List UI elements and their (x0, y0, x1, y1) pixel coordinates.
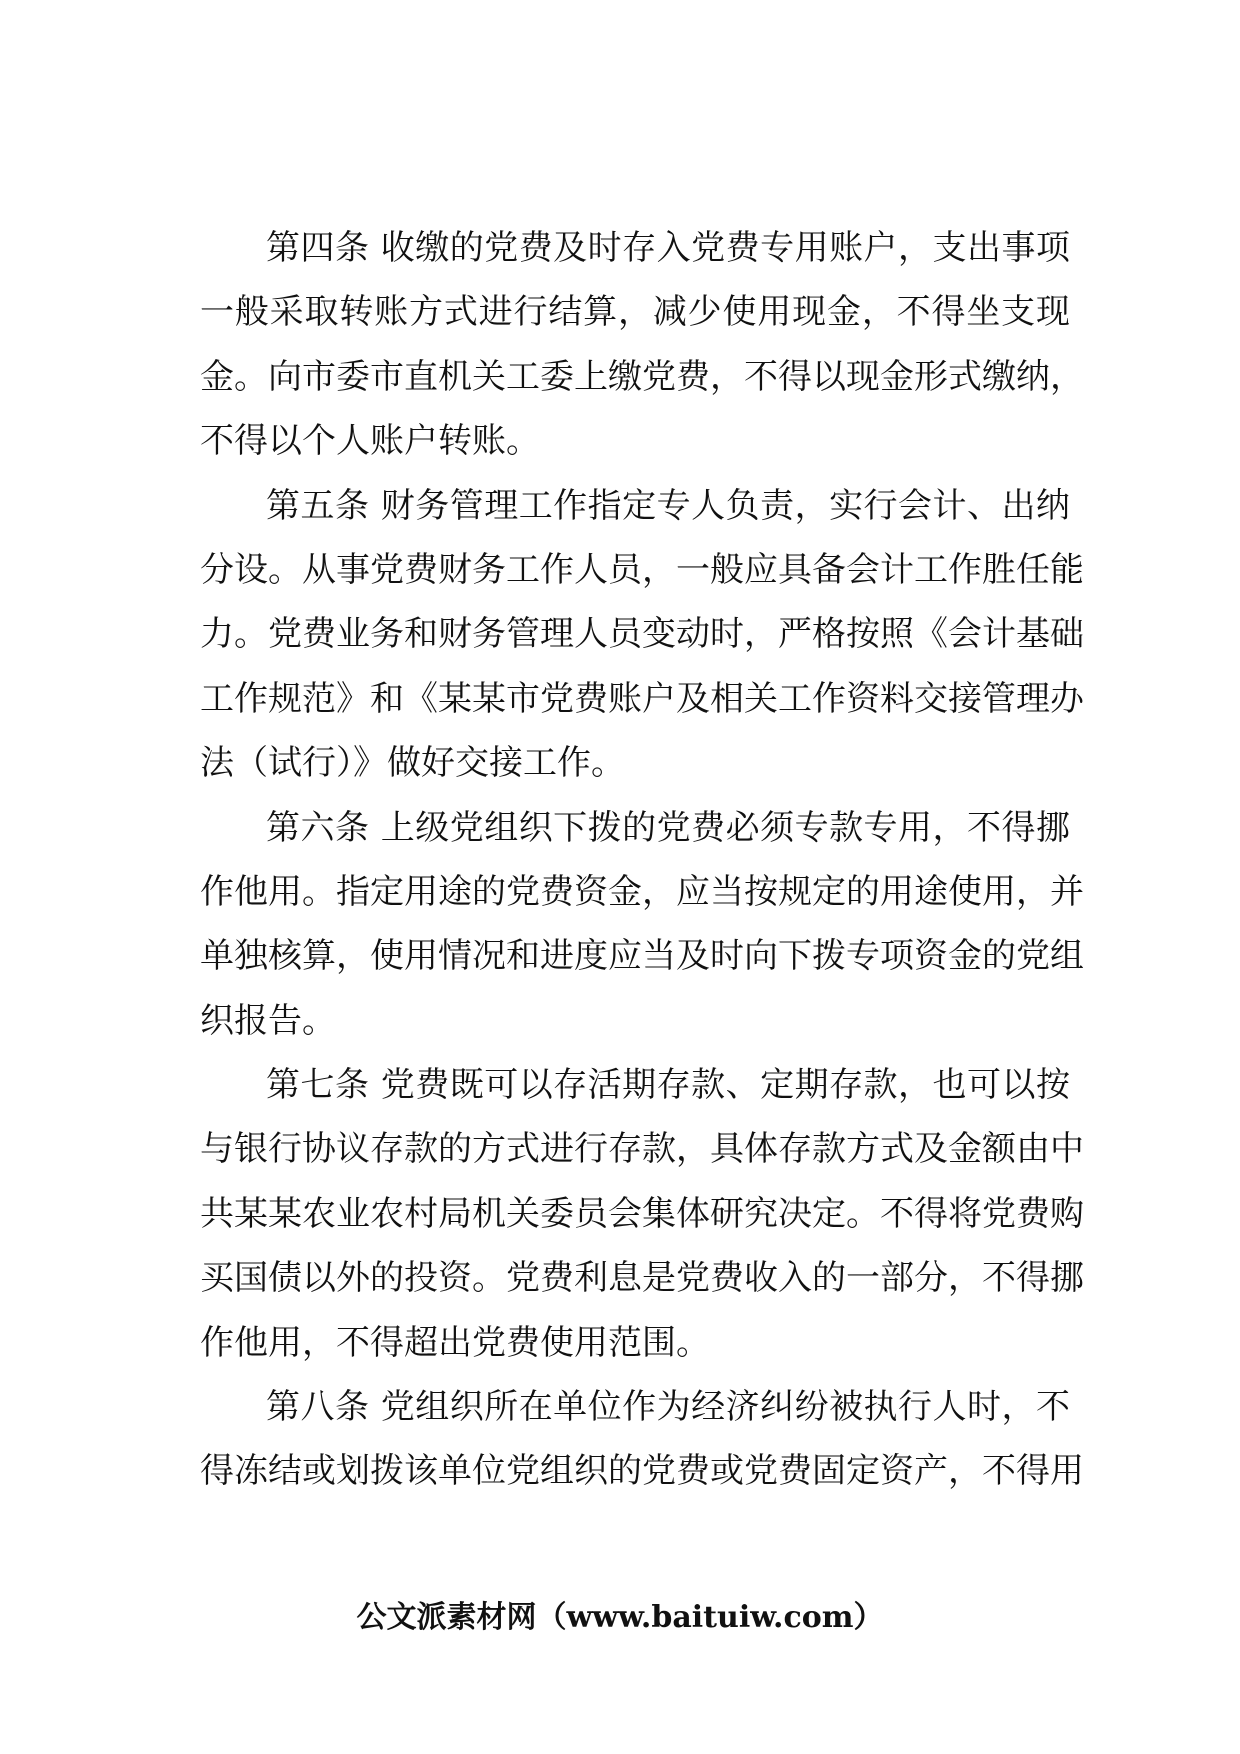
footer-source: 公文派素材网（www.baituiw.com） (356, 1600, 884, 1635)
article-6-line-3: 单独核算，使用情况和进度应当及时向下拨专项资金的党组 (200, 936, 1084, 977)
article-6-line-1: 第六条 上级党组织下拨的党费必须专款专用，不得挪 (266, 807, 1070, 848)
article-8-line-2: 得冻结或划拨该单位党组织的党费或党费固定资产，不得用 (200, 1451, 1084, 1492)
article-6-line-4: 织报告。 (200, 1000, 336, 1041)
article-8-line-1: 第八条 党组织所在单位作为经济纠纷被执行人时，不 (266, 1387, 1070, 1428)
article-5-line-3: 力。党费业务和财务管理人员变动时，严格按照《会计基础 (200, 614, 1084, 655)
article-4-line-4: 不得以个人账户转账。 (200, 421, 540, 462)
article-7-line-3: 共某某农业农村局机关委员会集体研究决定。不得将党费购 (200, 1193, 1084, 1234)
article-7-line-2: 与银行协议存款的方式进行存款，具体存款方式及金额由中 (200, 1129, 1084, 1170)
article-4-line-1: 第四条 收缴的党费及时存入党费专用账户，支出事项 (266, 228, 1070, 268)
article-7-line-5: 作他用，不得超出党费使用范围。 (200, 1322, 710, 1363)
article-7-line-1: 第七条 党费既可以存活期存款、定期存款，也可以按 (266, 1065, 1070, 1106)
article-5-line-1: 第五条 财务管理工作指定专人负责，实行会计、出纳 (266, 485, 1070, 526)
article-5-line-5: 法（试行）》做好交接工作。 (200, 743, 625, 784)
article-4-line-2: 一般采取转账方式进行结算，减少使用现金，不得坐支现 (200, 292, 1070, 333)
article-6-line-2: 作他用。指定用途的党费资金，应当按规定的用途使用，并 (200, 871, 1084, 912)
article-4-line-3: 金。向市委市直机关工委上缴党费，不得以现金形式缴纳， (200, 356, 1084, 397)
article-5-line-2: 分设。从事党费财务工作人员，一般应具备会计工作胜任能 (200, 549, 1084, 590)
document-body (200, 216, 1084, 1504)
article-5-line-4: 工作规范》和《某某市党费账户及相关工作资料交接管理办 (200, 678, 1084, 719)
article-7-line-4: 买国债以外的投资。党费利息是党费收入的一部分，不得挪 (200, 1258, 1084, 1299)
